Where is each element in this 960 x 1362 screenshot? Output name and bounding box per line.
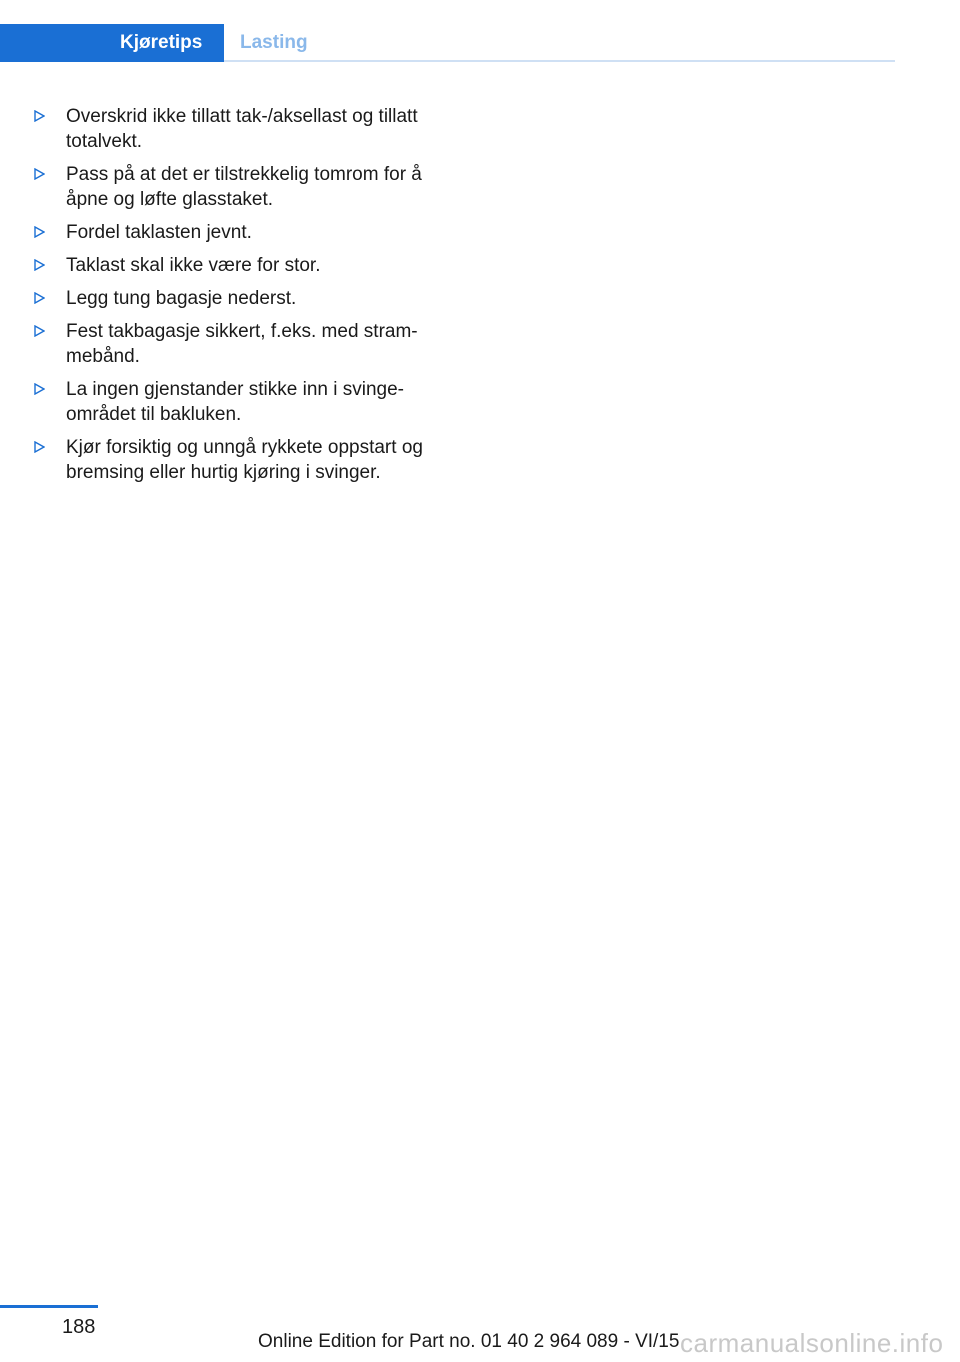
list-item xyxy=(34,319,454,369)
footer-accent-line xyxy=(0,1305,98,1308)
bullet-list xyxy=(34,104,454,485)
triangle-right-icon xyxy=(34,383,45,395)
list-item xyxy=(34,377,454,427)
main-content xyxy=(34,104,454,493)
list-item xyxy=(34,435,454,485)
list-item-text: Taklast skal ikke være for stor. xyxy=(66,255,321,276)
tab-kjoretips[interactable]: Kjøretips xyxy=(0,24,224,62)
page-header xyxy=(0,24,895,62)
list-item-text: Kjør forsiktig og unngå rykkete oppstart og bremsing eller hurtig kjøring i svinger. xyxy=(66,437,423,483)
list-item-text: Legg tung bagasje nederst. xyxy=(66,288,297,309)
list-item-text: Pass på at det er tilstrekkelig tomrom for å åpne og løfte glasstaket. xyxy=(66,164,422,210)
list-item xyxy=(34,286,454,311)
triangle-right-icon xyxy=(34,259,45,271)
list-item-text: Overskrid ikke tillatt tak-/aksellast og tillatt totalvekt. xyxy=(66,106,418,152)
list-item-text: La ingen gjenstander stikke inn i svinge- området til bakluken. xyxy=(66,379,404,425)
triangle-right-icon xyxy=(34,292,45,304)
list-item-text: Fordel taklasten jevnt. xyxy=(66,222,252,243)
list-item-text: Fest takbagasje sikkert, f.eks. med stram- mebånd. xyxy=(66,321,418,367)
list-item xyxy=(34,253,454,278)
triangle-right-icon xyxy=(34,226,45,238)
triangle-right-icon xyxy=(34,110,45,122)
list-item xyxy=(34,162,454,212)
triangle-right-icon xyxy=(34,168,45,180)
page-number: 188 xyxy=(62,1316,96,1338)
tab-lasting[interactable]: Lasting xyxy=(240,32,308,53)
list-item xyxy=(34,104,454,154)
watermark: carmanualsonline.info xyxy=(680,1328,944,1358)
list-item xyxy=(34,220,454,245)
edition-info: Online Edition for Part no. 01 40 2 964 089 - VI/15 xyxy=(258,1331,680,1352)
triangle-right-icon xyxy=(34,441,45,453)
triangle-right-icon xyxy=(34,325,45,337)
